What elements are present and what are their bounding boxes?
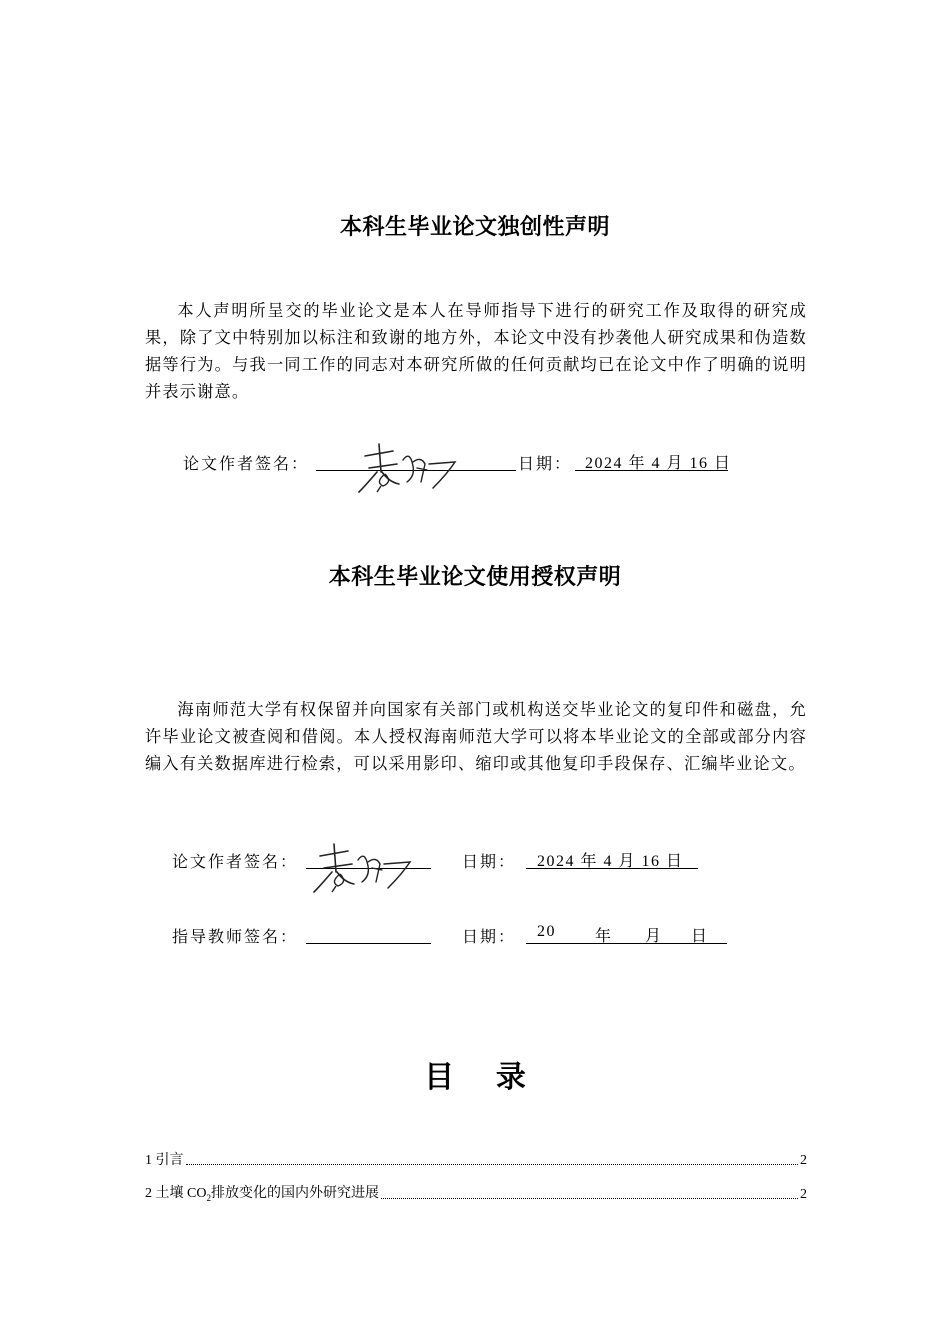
- advisor-date-year-prefix: 20: [537, 923, 556, 940]
- toc-title: 目 录: [424, 1060, 526, 1095]
- originality-body: 本人声明所呈交的毕业论文是本人在导师指导下进行的研究工作及取得的研究成果，除了文中特别加以标注和致谢的地方外，本论文中没有抄袭他人研究成果和伪造数据等行为。与我一同工作的同志对本研究所做的任何贡献均已在论文中作了明确的说明并表示谢意。: [145, 301, 807, 401]
- author-signature-label: 论文作者签名：: [183, 454, 310, 473]
- toc-entry[interactable]: [145, 1149, 807, 1169]
- auth-author-signature-label: 论文作者签名：: [172, 852, 299, 871]
- toc-entry[interactable]: [145, 1183, 807, 1203]
- toc-entry-text-post: 排放变化的国内外研究进展: [210, 1186, 379, 1202]
- advisor-signature-label: 指导教师签名：: [172, 927, 299, 946]
- toc-entry-page: 2: [800, 1153, 807, 1168]
- advisor-signature-line: [306, 942, 431, 944]
- toc-entry-text-pre: 2 土壤 CO: [145, 1186, 207, 1202]
- auth-date-value: 2024 年 4 月 16 日: [537, 853, 684, 870]
- author-signature-image: [355, 442, 465, 494]
- originality-title: 本科生毕业论文独创性声明: [339, 215, 610, 240]
- toc-leader-dots: [381, 1198, 798, 1199]
- originality-date-label: 日期：: [518, 454, 573, 473]
- authorization-body: 海南师范大学有权保留并向国家有关部门或机构送交毕业论文的复印件和磁盘，允许毕业论文被查阅和借阅。本人授权海南师范大学可以将本毕业论文的全部或部分内容编入有关数据库进行检索，可以采用影印、缩印或其他复印手段保存、汇编毕业论文。: [145, 700, 807, 773]
- auth-date-label: 日期：: [462, 852, 517, 871]
- toc-leader-dots: [186, 1164, 799, 1165]
- toc-entry-page: 2: [800, 1187, 807, 1202]
- advisor-date-label: 日期：: [462, 927, 517, 946]
- originality-date-value: 2024 年 4 月 16 日: [585, 455, 732, 472]
- advisor-date-day-unit: 日: [691, 928, 709, 945]
- toc-entry-text: [145, 1182, 379, 1203]
- toc-entry-text: 1 引言: [145, 1153, 184, 1168]
- advisor-date-year-unit: 年: [595, 928, 613, 945]
- authorization-title: 本科生毕业论文使用授权声明: [328, 565, 622, 590]
- advisor-date-month-unit: 月: [645, 928, 663, 945]
- toc-entry-text-sub: 2: [206, 1193, 211, 1203]
- auth-author-signature-image: [310, 842, 420, 894]
